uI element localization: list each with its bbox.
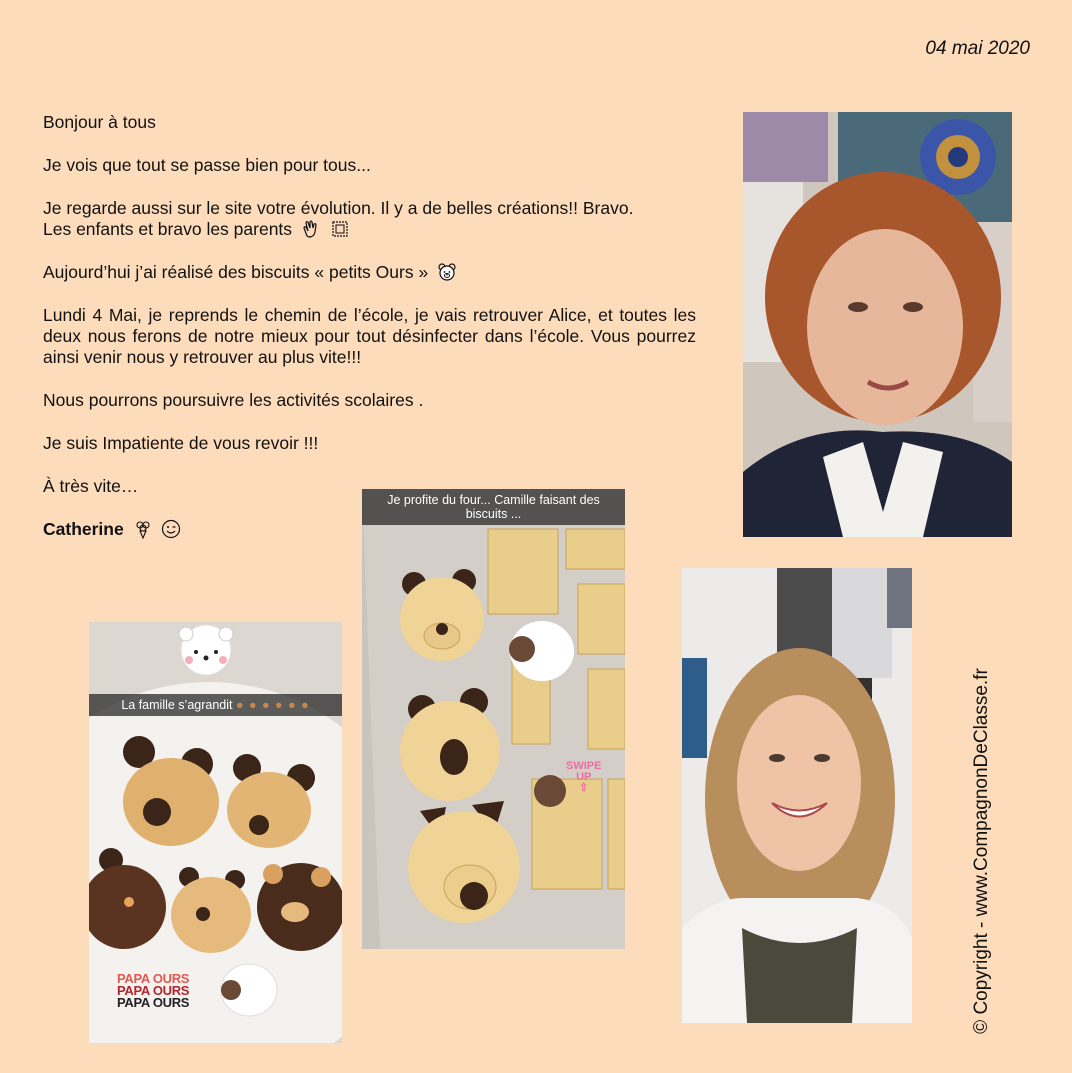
paragraph-5: Nous pourrons poursuivre les activités scolaires .: [43, 390, 424, 410]
paragraph-4: Lundi 4 Mai, je reprends le chemin de l’école, je vais retrouver Alice, et toutes les deux nous ferons de notre mieux pour tout désinfecter dans l’école. Vous pourrez ainsi venir nous y retrouver au plus vite!!!: [43, 305, 696, 367]
bear-cookies-tray-photo: [362, 489, 625, 949]
paragraph-6: Je suis Impatiente de vous revoir !!!: [43, 433, 319, 453]
papa-ours-brand: PAPA OURS PAPA OURS PAPA OURS: [117, 971, 190, 1010]
signature: Catherine: [43, 519, 124, 539]
tray-caption: Je profite du four... Camille faisant des biscuits ...: [362, 489, 625, 525]
bear-face-icon: [437, 262, 457, 282]
letter-date: 04 mai 2020: [925, 38, 1030, 59]
clapping-hands-icon: [330, 219, 350, 239]
bear-cookies-plate-photo: [89, 622, 342, 1043]
paragraph-1: Je vois que tout se passe bien pour tous...: [43, 155, 371, 175]
paragraph-7: À très vite…: [43, 476, 139, 496]
plate-caption: La famille s’agrandit ● ● ● ● ● ●: [89, 694, 342, 716]
clapping-hands-icon: [301, 219, 321, 239]
swipe-up-label: SWIPE UP ⇧: [566, 760, 602, 794]
arrow-up-icon: ⇧: [579, 782, 589, 794]
portrait-photo-teacher: [743, 112, 1012, 537]
copyright-notice: © Copyright - www.CompagnonDeClasse.fr: [971, 668, 992, 1034]
greeting: Bonjour à tous: [43, 112, 156, 132]
bear-stickers-icon: ● ● ● ● ● ●: [235, 698, 310, 712]
winking-face-icon: [161, 519, 181, 539]
portrait-photo-colleague: [682, 568, 912, 1023]
paragraph-3: Aujourd’hui j’ai réalisé des biscuits « petits Ours »: [43, 262, 696, 283]
bouquet-icon: [133, 519, 153, 539]
paragraph-2: Je regarde aussi sur le site votre évolution. Il y a de belles créations!! Bravo. Les enfants et bravo les parents: [43, 198, 634, 239]
